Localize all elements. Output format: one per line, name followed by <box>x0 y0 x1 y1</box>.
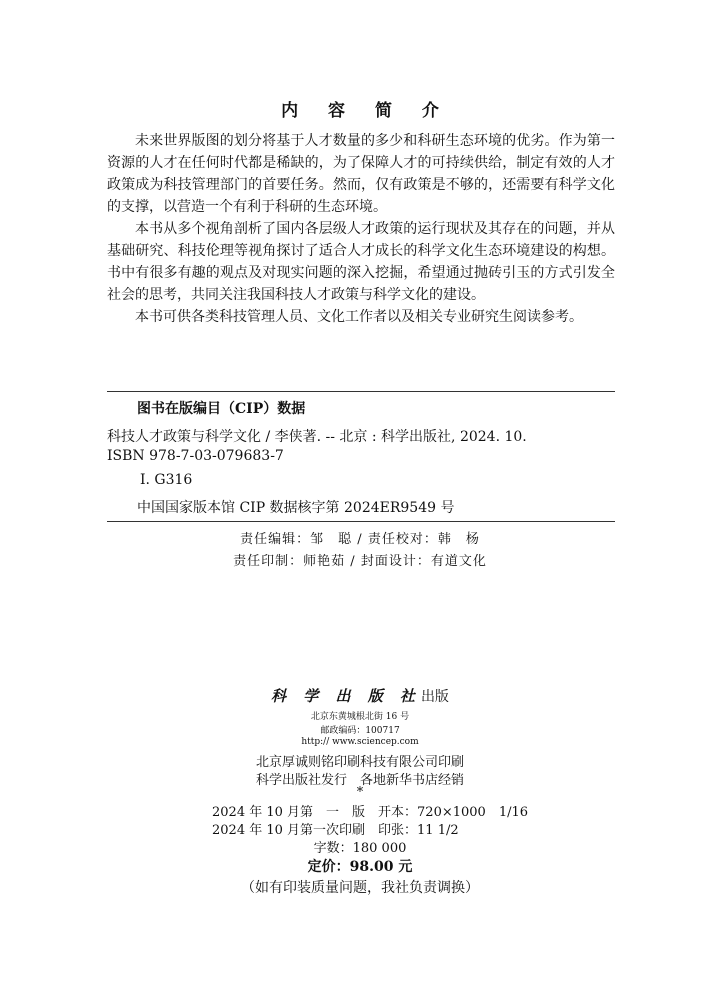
cip-heading: 图书在版编目（CIP）数据 <box>137 401 306 417</box>
separator-star: * <box>356 785 364 800</box>
publisher-postcode: 邮政编码：100717 <box>320 726 400 736</box>
publisher-address: 北京东黄城根北街 16 号 <box>310 712 410 722</box>
cip-top-rule <box>107 391 615 392</box>
summary-paragraph-3: 本书可供各类科技管理人员、文化工作者以及相关专业研究生阅读参考。 <box>135 309 583 325</box>
summary-section <box>107 130 615 328</box>
page-title: 内 容 简 介 <box>281 101 451 121</box>
publisher-tail: 出版 <box>420 689 449 705</box>
cip-record-number: 中国国家版本馆 CIP 数据核字第 2024ER9549 号 <box>137 500 455 516</box>
printer-line: 北京厚诚则铭印刷科技有限公司印刷 <box>255 755 464 770</box>
price: 定价：98.00 元 <box>307 859 413 875</box>
credits-editors: 责任编辑：邹 聪 / 责任校对：韩 杨 <box>240 532 480 547</box>
summary-paragraph-1: 未来世界版图的划分将基于人才数量的多少和科研生态环境的优劣。作为第一资源的人才在任何时代都是稀缺的，为了保障人才的可持续供给，制定有效的人才政策成为科技管理部门的首要任务。然而，仅有政策是不够的，还需要有科学文化的支撑，以营造一个有利于科研的生态环境。 <box>107 133 615 215</box>
distribution-line: 科学出版社发行 各地新华书店经销 <box>255 773 464 788</box>
cip-title-line: 科技人才政策与科学文化 / 李侠著. -- 北京 : 科学出版社, 2024. 10. <box>107 429 527 445</box>
cip-isbn: ISBN 978-7-03-079683-7 <box>107 448 284 464</box>
publisher-line <box>0 685 720 706</box>
word-count: 字数：180 000 <box>313 841 407 856</box>
publisher-logo: 科 学 出 版 社 <box>271 687 421 705</box>
printing-line: 2024 年 10 月第一次印刷 印张：11 1/2 <box>212 823 459 838</box>
summary-paragraph-2: 本书从多个视角剖析了国内各层级人才政策的运行现状及其存在的问题，并从基础研究、科技伦理等视角探讨了适合人才成长的科学文化生态环境建设的构想。书中有很多有趣的观点及对现实问题的深入挖掘，希望通过抛砖引玉的方式引发全社会的思考，共同关注我国科技人才政策与科学文化的建设。 <box>107 221 615 303</box>
edition-line: 2024 年 10 月第 一 版 开本：720×1000 1/16 <box>212 805 529 820</box>
cip-classification: Ⅰ. G316 <box>140 472 193 488</box>
publisher-url: http:// www.sciencep.com <box>301 737 419 747</box>
credits-production: 责任印制：师艳茹 / 封面设计：有道文化 <box>233 554 487 569</box>
quality-notice: （如有印装质量问题，我社负责调换） <box>241 880 479 896</box>
cip-bottom-rule <box>107 521 615 522</box>
